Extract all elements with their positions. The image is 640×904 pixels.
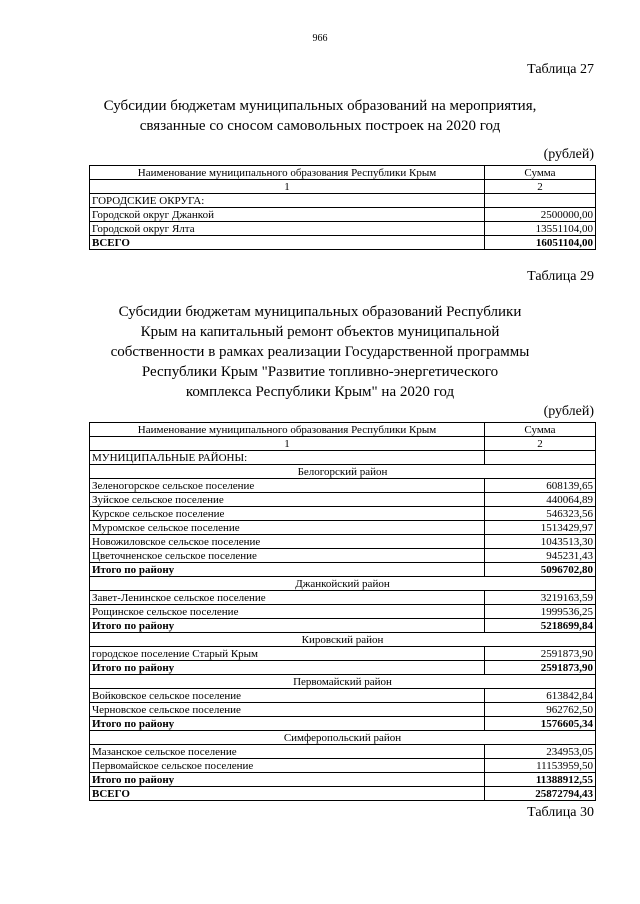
table-27-units: (рублей) (543, 147, 594, 162)
district-total-row (90, 563, 596, 577)
district-total-sum: 2591873,90 (485, 661, 596, 675)
total-label: ВСЕГО (90, 236, 485, 250)
col-number-sum: 2 (485, 180, 596, 194)
row-name: Городской округ Ялта (90, 222, 485, 236)
row-sum (485, 194, 596, 208)
table-row (90, 194, 596, 208)
table-27-title (90, 96, 550, 136)
table-27-label: Таблица 27 (527, 62, 594, 77)
row-name: Мазанское сельское поселение (90, 745, 485, 759)
header-row (90, 423, 596, 437)
row-sum: 13551104,00 (485, 222, 596, 236)
row-sum: 440064,89 (485, 493, 596, 507)
table-27 (89, 165, 596, 250)
title-line: Субсидии бюджетам муниципальных образований на мероприятия, (103, 98, 537, 114)
district-name: Белогорский район (90, 465, 596, 479)
column-number-row (90, 437, 596, 451)
col-number-sum: 2 (485, 437, 596, 451)
total-sum: 16051104,00 (485, 236, 596, 250)
table-row (90, 222, 596, 236)
district-total-label: Итого по району (90, 717, 485, 731)
title-line: комплекса Республики Крым" на 2020 год (185, 384, 455, 400)
table-row (90, 689, 596, 703)
title-line: собственности в рамках реализации Государственной программы (110, 344, 530, 360)
row-sum: 1999536,25 (485, 605, 596, 619)
row-sum: 546323,56 (485, 507, 596, 521)
page-number: 966 (312, 33, 328, 44)
district-total-row (90, 717, 596, 731)
district-total-label: Итого по району (90, 661, 485, 675)
row-sum: 11153959,50 (485, 759, 596, 773)
district-total-label: Итого по району (90, 619, 485, 633)
row-sum: 234953,05 (485, 745, 596, 759)
table-29-title (90, 302, 550, 402)
row-sum: 945231,43 (485, 549, 596, 563)
district-total-row (90, 773, 596, 787)
row-name: городское поселение Старый Крым (90, 647, 485, 661)
table-row (90, 759, 596, 773)
title-line: связанные со сносом самовольных построек на 2020 год (139, 118, 501, 134)
title-line: Крым на капитальный ремонт объектов муниципальной (140, 324, 500, 340)
header-name: Наименование муниципального образования Республики Крым (90, 166, 485, 180)
row-name: Черновское сельское поселение (90, 703, 485, 717)
row-name: Рощинское сельское поселение (90, 605, 485, 619)
row-name: Муромское сельское поселение (90, 521, 485, 535)
row-name: Новожиловское сельское поселение (90, 535, 485, 549)
row-name: Войковское сельское поселение (90, 689, 485, 703)
district-total-row (90, 661, 596, 675)
table-row (90, 745, 596, 759)
total-sum: 25872794,43 (485, 787, 596, 801)
district-total-sum: 1576605,34 (485, 717, 596, 731)
table-row (90, 703, 596, 717)
section-empty (485, 451, 596, 465)
row-sum: 2500000,00 (485, 208, 596, 222)
section-label: МУНИЦИПАЛЬНЫЕ РАЙОНЫ: (90, 451, 485, 465)
district-total-sum: 5096702,80 (485, 563, 596, 577)
column-number-row (90, 180, 596, 194)
table-row (90, 479, 596, 493)
title-line: Республики Крым "Развитие топливно-энергетического (141, 364, 499, 380)
table-29-body (90, 423, 596, 801)
district-header-row (90, 675, 596, 689)
row-sum: 613842,84 (485, 689, 596, 703)
row-sum: 3219163,59 (485, 591, 596, 605)
district-header-row (90, 465, 596, 479)
row-name: Курское сельское поселение (90, 507, 485, 521)
district-name: Симферопольский район (90, 731, 596, 745)
row-name: Зеленогорское сельское поселение (90, 479, 485, 493)
section-row (90, 451, 596, 465)
table-row (90, 647, 596, 661)
district-total-label: Итого по району (90, 773, 485, 787)
district-header-row (90, 731, 596, 745)
table-row (90, 605, 596, 619)
district-total-label: Итого по району (90, 563, 485, 577)
row-sum: 608139,65 (485, 479, 596, 493)
row-sum: 1513429,97 (485, 521, 596, 535)
table-row (90, 208, 596, 222)
total-row (90, 236, 596, 250)
row-sum: 2591873,90 (485, 647, 596, 661)
table-30-label: Таблица 30 (527, 805, 594, 820)
row-name: Зуйское сельское поселение (90, 493, 485, 507)
row-name: Городской округ Джанкой (90, 208, 485, 222)
col-number-name: 1 (90, 180, 485, 194)
row-name: Первомайское сельское поселение (90, 759, 485, 773)
title-line: Субсидии бюджетам муниципальных образований Республики (118, 304, 522, 320)
row-sum: 1043513,30 (485, 535, 596, 549)
table-29 (89, 422, 596, 801)
table-row (90, 507, 596, 521)
row-name: ГОРОДСКИЕ ОКРУГА: (90, 194, 485, 208)
header-name: Наименование муниципального образования Республики Крым (90, 423, 485, 437)
district-total-sum: 5218699,84 (485, 619, 596, 633)
district-name: Первомайский район (90, 675, 596, 689)
header-row (90, 166, 596, 180)
table-29-units: (рублей) (543, 404, 594, 419)
total-label: ВСЕГО (90, 787, 485, 801)
grand-total-row (90, 787, 596, 801)
header-sum: Сумма (485, 166, 596, 180)
district-name: Джанкойский район (90, 577, 596, 591)
district-name: Кировский район (90, 633, 596, 647)
district-header-row (90, 633, 596, 647)
table-row (90, 535, 596, 549)
row-sum: 962762,50 (485, 703, 596, 717)
table-row (90, 549, 596, 563)
district-total-sum: 11388912,55 (485, 773, 596, 787)
district-total-row (90, 619, 596, 633)
table-row (90, 493, 596, 507)
table-row (90, 521, 596, 535)
district-header-row (90, 577, 596, 591)
col-number-name: 1 (90, 437, 485, 451)
table-row (90, 591, 596, 605)
row-name: Завет-Ленинское сельское поселение (90, 591, 485, 605)
row-name: Цветочненское сельское поселение (90, 549, 485, 563)
table-29-label: Таблица 29 (527, 269, 594, 284)
header-sum: Сумма (485, 423, 596, 437)
